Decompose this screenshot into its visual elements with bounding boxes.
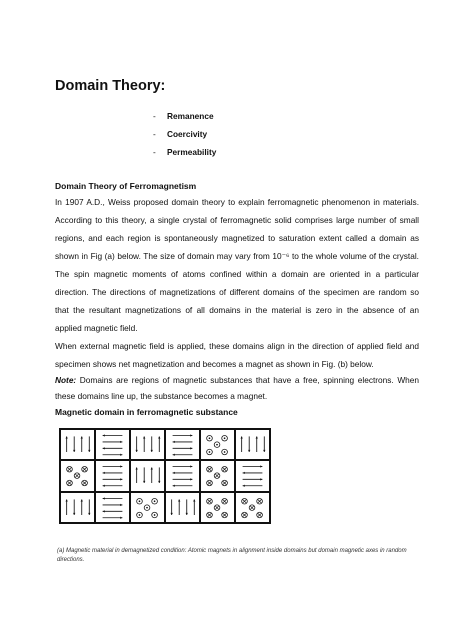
domain-arrows-icon (236, 461, 269, 490)
topic-label: Coercivity (167, 129, 208, 139)
figure-heading: Magnetic domain in ferromagnetic substance (55, 407, 238, 417)
paragraph-line: In 1907 A.D., Weiss proposed domain theory to explain ferromagnetic phenomenon in materials. (55, 197, 419, 207)
domain-arrows-icon (201, 430, 234, 459)
domain-arrows-icon (236, 493, 269, 522)
note-line: these domains line up, the substance becomes a magnet. (55, 391, 268, 401)
domain-cell (60, 429, 95, 460)
note-line: Note: Domains are regions of magnetic substances that have a free, spinning electrons. When (55, 375, 419, 385)
domain-cell (235, 460, 270, 491)
paragraph-line: that the resultant magnetizations of all domains in the material is zero in the absence of an (55, 305, 419, 315)
domain-cell (95, 429, 130, 460)
topic-item: - Permeability (153, 147, 217, 157)
domain-cell (60, 492, 95, 523)
topic-item: - Coercivity (153, 129, 208, 139)
domain-arrows-icon (96, 461, 129, 490)
domain-cell (130, 492, 165, 523)
section-heading: Domain Theory of Ferromagnetism (55, 181, 197, 191)
topic-label: Permeability (167, 147, 217, 157)
domain-cell (60, 460, 95, 491)
note-label: Note: (55, 375, 77, 385)
domain-arrows-icon (61, 493, 94, 522)
domain-arrows-icon (166, 461, 199, 490)
domain-cell (130, 429, 165, 460)
domain-arrows-icon (166, 493, 199, 522)
paragraph-line: When external magnetic field is applied, these domains align in the direction of applied field and (55, 341, 419, 351)
domain-cell (95, 492, 130, 523)
domain-arrows-icon (61, 430, 94, 459)
domain-cell (200, 492, 235, 523)
domain-arrows-icon (201, 461, 234, 490)
paragraph-line: According to this theory, a single crystal of ferromagnetic solid comprises large number of small (55, 215, 419, 225)
topic-item: - Remanence (153, 111, 214, 121)
paragraph-line: specimen shows net magnetization and becomes a magnet as shown in Fig. (b) below. (55, 359, 374, 369)
paragraph-line: The spin magnetic moments of atoms confined within a domain are oriented in a particular (55, 269, 419, 279)
page-title: Domain Theory: (55, 78, 166, 94)
domain-cell (235, 492, 270, 523)
paragraph-line: shown in Fig (a) below. The size of domain may vary from 10⁻⁶ to the whole volume of the crystal. (55, 251, 419, 261)
domain-arrows-icon (166, 430, 199, 459)
domain-arrows-icon (201, 493, 234, 522)
domain-arrows-icon (96, 430, 129, 459)
domain-cell (165, 429, 200, 460)
domain-figure (59, 428, 271, 524)
domain-cell (130, 460, 165, 491)
domain-arrows-icon (131, 461, 164, 490)
domain-arrows-icon (131, 493, 164, 522)
domain-cell (95, 460, 130, 491)
topic-label: Remanence (167, 111, 214, 121)
domain-cell (200, 429, 235, 460)
paragraph-line: applied magnetic field. (55, 323, 138, 333)
domain-cell (165, 460, 200, 491)
domain-cell (165, 492, 200, 523)
domain-arrows-icon (131, 430, 164, 459)
topic-list (153, 110, 216, 164)
figure-caption: (a) Magnetic material in demagnetized condition: Atomic magnets in alignment inside domains but domain magnetic axes in random directions. (57, 548, 407, 563)
domain-arrows-icon (61, 461, 94, 490)
domain-arrows-icon (96, 493, 129, 522)
domain-arrows-icon (236, 430, 269, 459)
paragraph-line: direction. The directions of magnetizations of different domains of the specimen are random so (55, 287, 419, 297)
domain-cell (200, 460, 235, 491)
domain-cell (235, 429, 270, 460)
paragraph-line: regions, and each region is spontaneously magnetized to saturation extent called a domain as (55, 233, 419, 243)
